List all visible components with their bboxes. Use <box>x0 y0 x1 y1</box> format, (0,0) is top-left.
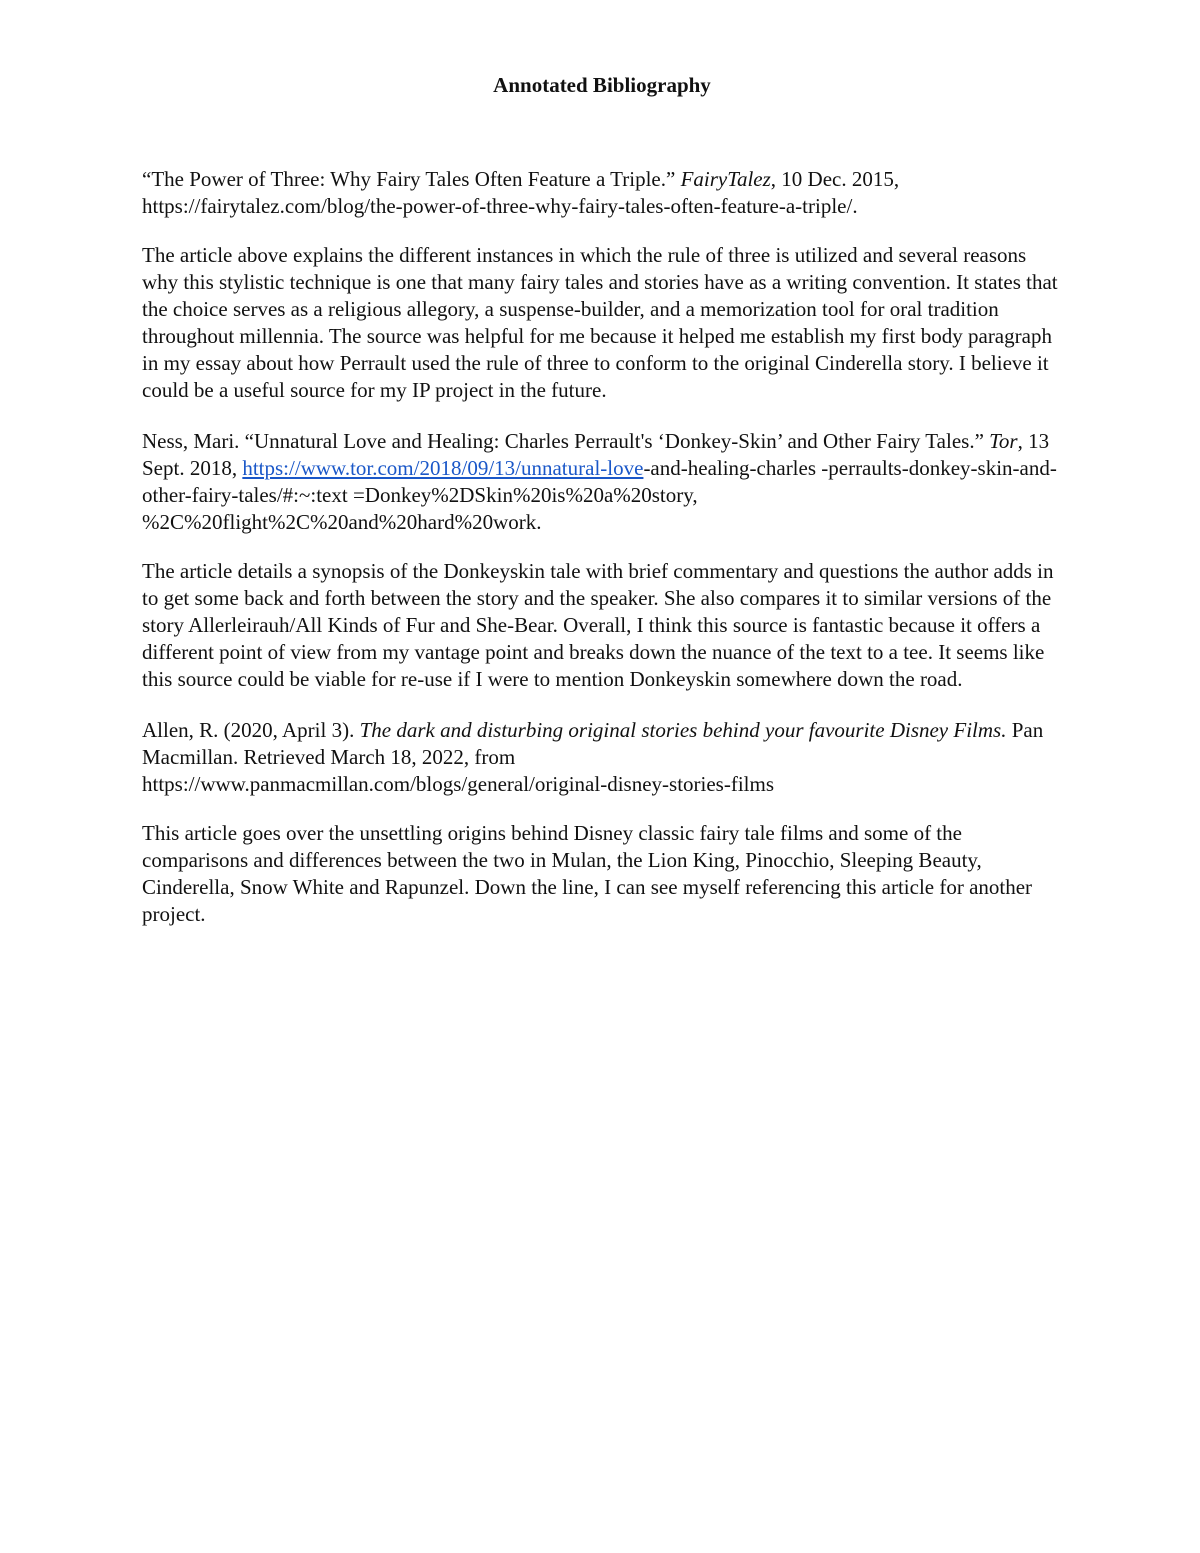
citation-url: https://www.panmacmillan.com/blogs/general/original-disney-stories-films <box>142 772 775 796</box>
citation-publication: Tor <box>989 429 1018 453</box>
annotation-tor: The article details a synopsis of the Donkeyskin tale with brief commentary and questions the author adds in to get some back and forth between the story and the speaker. She also compares it to similar versions of the story Allerleirauh/All Kinds of Fur and She-Bear. Overall, I think this source is fantastic because it offers a different point of view from my vantage point and breaks down the nuance of the text to a tee. It seems like this source could be viable for re-use if I were to mention Donkeyskin somewhere down the road. <box>142 559 1054 691</box>
citation-panmacmillan <box>142 717 1062 798</box>
citation-text: , 10 Dec. 2015, <box>770 167 900 191</box>
citation-text: , 13 Sept. 2018, <box>142 429 1050 480</box>
citation-text: “The Power of Three: Why Fairy Tales Often Feature a Triple.” <box>142 167 681 191</box>
citation-text: Allen, R. (2020, April 3). <box>142 718 360 742</box>
citation-url: https://fairytalez.com/blog/the-power-of-three-why-fairy-tales-often-feature-a-triple/. <box>142 194 858 218</box>
citation-title: The dark and disturbing original stories behind your favourite Disney Films. <box>359 718 1007 742</box>
document-body <box>142 72 1062 950</box>
citation-hyperlink[interactable]: https://www.tor.com/2018/09/13/unnatural-love <box>242 456 644 480</box>
annotation-panmacmillan: This article goes over the unsettling origins behind Disney classic fairy tale films and some of the comparisons and differences between the two in Mulan, the Lion King, Pinocchio, Sleeping Beauty, Cinderella, Snow White and Rapunzel. Down the line, I can see myself referencing this article for another project. <box>142 821 1033 926</box>
citation-text: Ness, Mari. “Unnatural Love and Healing: Charles Perrault's ‘Donkey-Skin’ and Other Fairy Tales.” <box>142 429 990 453</box>
citation-publication: FairyTalez <box>680 167 771 191</box>
citation-text: Pan Macmillan. Retrieved March 18, 2022, from <box>142 718 1044 769</box>
citation-fairytalez <box>142 166 1062 220</box>
citation-tor <box>142 428 1062 536</box>
citation-url: -and-healing-charles -perraults-donkey-skin-and-other-fairy-tales/#:~:text =Donkey%2DSkin%20is%20a%20story, %2C%20flight%2C%20and%20hard%20work. <box>142 456 1057 534</box>
annotation-fairytalez: The article above explains the different instances in which the rule of three is utilized and several reasons why this stylistic technique is one that many fairy tales and stories have as a writing convention. It states that the choice serves as a religious allegory, a suspense-builder, and a memorization tool for oral tradition throughout millennia. The source was helpful for me because it helped me establish my first body paragraph in my essay about how Perrault used the rule of three to conform to the original Cinderella story. I believe it could be a useful source for my IP project in the future. <box>142 243 1058 402</box>
page-title: Annotated Bibliography <box>493 73 711 97</box>
